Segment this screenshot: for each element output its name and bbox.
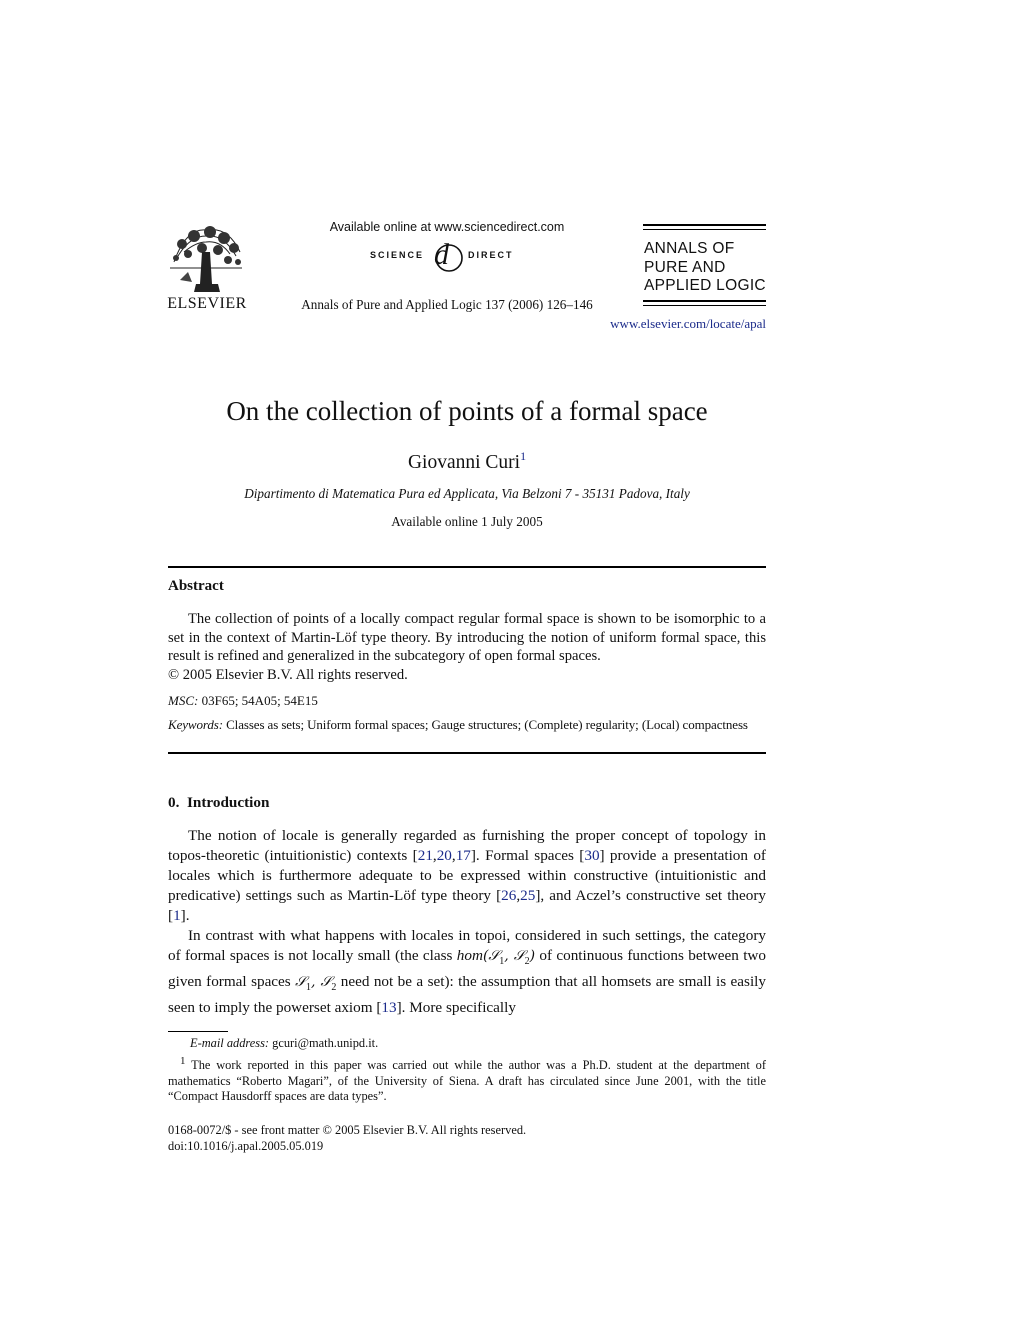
abstract-rule-bottom [168, 752, 766, 754]
intro-p1-text-d: ], and Aczel’s constructive set theory [ [168, 887, 766, 924]
intro-p1-text-c: ] provide a presentation of locales which is furthermore adequate to be expressed within constructive (intuitionistic and predicative) settings such as Martin-Löf type theory [ [168, 847, 766, 904]
elsevier-wordmark: ELSEVIER [167, 295, 247, 312]
available-date: Available online 1 July 2005 [391, 514, 543, 529]
footnote-1-mark: 1 [180, 1055, 186, 1067]
journal-logo-rule-top2 [643, 229, 766, 230]
msc-codes: 03F65; 54A05; 54E15 [201, 693, 318, 708]
sciencedirect-ring-icon [432, 240, 466, 274]
email-address[interactable]: gcuri@math.unipd.it. [272, 1036, 379, 1050]
intro-p2-text-c: need not be a set): the assumption that all homsets are small is easily seen to imply the powerset axiom [ [168, 973, 766, 1017]
affiliation: Dipartimento di Matematica Pura ed Applicata, Via Belzoni 7 - 35131 Padova, Italy [244, 486, 690, 501]
sciencedirect-at-icon: d [434, 238, 449, 271]
journal-logo-line1: ANNALS OF [644, 240, 735, 257]
keywords-list: Classes as sets; Uniform formal spaces; Gauge structures; (Complete) regularity; (Local) compactness [226, 717, 748, 732]
intro-p2-text-a: In contrast with what happens with locales in topoi, considered in such settings, the category of formal spaces is not locally small (the class [168, 927, 766, 964]
journal-logo-line2: PURE AND [644, 258, 726, 276]
intro-paragraph-1 [168, 826, 766, 926]
available-online-line[interactable]: Available online at www.sciencedirect.com [329, 220, 565, 234]
keywords-line [168, 716, 766, 733]
author-name: Giovanni Curi [407, 452, 521, 473]
citation-25[interactable]: 25 [520, 887, 536, 904]
math-paren: ) [529, 948, 536, 964]
intro-p1-comma: , [432, 847, 437, 864]
journal-logo-line3: APPLIED LOGIC [644, 277, 766, 294]
email-footnote [168, 1036, 766, 1052]
math-sub: 2 [331, 982, 337, 994]
intro-p1-text-e: ]. [180, 907, 190, 924]
sciencedirect-left: SCIENCE [370, 250, 425, 260]
abstract-text: The collection of points of a locally compact regular formal space is shown to be isomorphic to a set in the context of Martin-Löf type theory. By introducing the notion of uniform formal space, this result is refined and generalized in the subcategory of open formal spaces. [168, 611, 766, 664]
hom-symbol: hom [456, 947, 483, 964]
journal-logo-rule-bottom [643, 300, 766, 302]
abstract-copyright: © 2005 Elsevier B.V. All rights reserved. [168, 666, 408, 683]
elsevier-logo [166, 222, 248, 312]
citation-30[interactable]: 30 [584, 847, 600, 864]
footnote-separator [168, 1031, 228, 1032]
math-sub: 1 [499, 956, 505, 968]
intro-p2-text-d: ]. More specifically [396, 999, 516, 1017]
math-s: , 𝒮 [310, 974, 332, 991]
msc-line [168, 692, 766, 709]
citation-17[interactable]: 17 [455, 847, 471, 864]
intro-p1-comma: , [451, 847, 456, 864]
paper-title: On the collection of points of a formal space [226, 396, 708, 426]
math-sub: 1 [305, 982, 311, 994]
citation-1[interactable]: 1 [173, 907, 181, 924]
intro-p1-comma: , [516, 887, 521, 904]
author-line [168, 449, 766, 474]
abstract-rule-top [168, 566, 766, 568]
footnote-1-text: The work reported in this paper was carried out while the author was a Ph.D. student at the department of mathematics “Roberto Magari”, of the University of Siena. A draft has circulated since June 2001, with the title “Compact Hausdorff spaces are data types”. [168, 1058, 766, 1104]
introduction-body [168, 826, 766, 1018]
sciencedirect-right: DIRECT [468, 250, 514, 260]
abstract-heading: Abstract [168, 578, 224, 594]
math-s: (𝒮 [482, 948, 500, 964]
journal-citation: Annals of Pure and Applied Logic 137 (2006) 126–146 [301, 297, 593, 312]
journal-logo-rule-bottom2 [643, 305, 766, 306]
sciencedirect-logo [368, 240, 528, 274]
footnote-1 [168, 1054, 766, 1105]
intro-paragraph-2 [168, 926, 766, 1018]
keywords-label: Keywords: [168, 717, 223, 732]
journal-logo-rule-top [643, 224, 766, 226]
intro-p1-text-a: The notion of locale is generally regarded as furnishing the proper concept of topology in topos-theoretic (intuitionistic) contexts [ [168, 827, 766, 864]
math-s: , 𝒮 [504, 948, 525, 964]
abstract-body [168, 610, 766, 685]
journal-logo [644, 240, 768, 296]
author-footnote-mark[interactable]: 1 [520, 449, 527, 463]
elsevier-tree-icon [166, 222, 246, 294]
issn-line: 0168-0072/$ - see front matter © 2005 Elsevier B.V. All rights reserved. [168, 1123, 527, 1137]
intro-p2-text-b: of continuous functions between two given formal spaces [168, 947, 766, 991]
email-label: E-mail address: [190, 1036, 270, 1050]
msc-label: MSC: [168, 693, 199, 708]
doi-line[interactable]: doi:10.1016/j.apal.2005.05.019 [168, 1139, 324, 1153]
citation-26[interactable]: 26 [501, 887, 517, 904]
section-heading-introduction: 0. Introduction [168, 794, 270, 811]
math-sub: 2 [524, 956, 530, 968]
intro-p1-text-b: ]. Formal spaces [ [470, 847, 585, 864]
citation-13[interactable]: 13 [381, 999, 397, 1017]
journal-url-link[interactable]: www.elsevier.com/locate/apal [610, 316, 766, 331]
citation-21[interactable]: 21 [417, 847, 433, 864]
math-s: 𝒮 [295, 974, 306, 991]
citation-20[interactable]: 20 [436, 847, 452, 864]
